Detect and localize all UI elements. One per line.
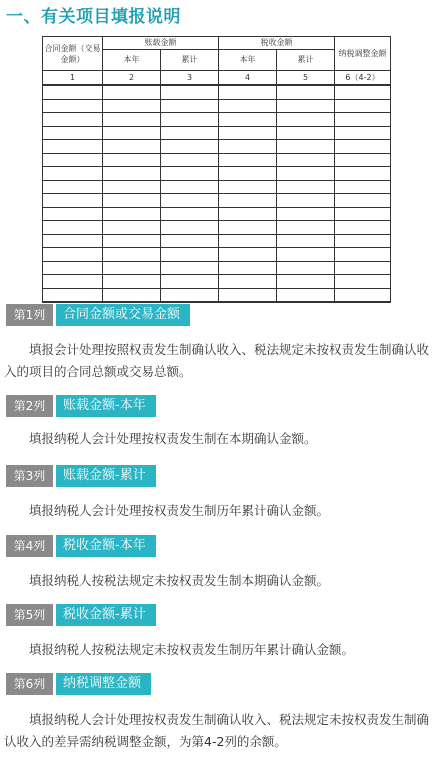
table-cell — [103, 180, 161, 194]
table-cell — [103, 248, 161, 262]
table-cell — [335, 288, 391, 302]
column-4-description: 填报纳税人按税法规定未按权责发生制本期确认金额。 — [29, 573, 330, 588]
table-cell — [335, 153, 391, 167]
table-cell — [103, 99, 161, 113]
table-cell — [161, 234, 219, 248]
table-cell — [161, 113, 219, 127]
column-4-header — [6, 535, 156, 557]
table-cell — [161, 85, 219, 99]
table-row — [43, 126, 391, 140]
table-cell — [277, 180, 335, 194]
table-cell — [161, 167, 219, 181]
table-cell — [277, 261, 335, 275]
table-cell — [335, 126, 391, 140]
table-cell — [43, 288, 103, 302]
table-cell — [161, 180, 219, 194]
table-cell — [161, 140, 219, 154]
table-cell — [335, 85, 391, 99]
column-6-header — [6, 673, 151, 695]
table-cell — [43, 261, 103, 275]
table-cell — [335, 140, 391, 154]
table-cell — [43, 234, 103, 248]
table-cell — [43, 126, 103, 140]
table-cell — [335, 234, 391, 248]
column-2-header — [6, 395, 156, 417]
column-5-description: 填报纳税人按税法规定未按权责发生制历年累计确认金额。 — [29, 642, 355, 657]
table-cell — [43, 99, 103, 113]
table-cell — [335, 261, 391, 275]
table-cell — [103, 167, 161, 181]
table-cell — [161, 288, 219, 302]
table-cell — [277, 113, 335, 127]
table-cell — [219, 113, 277, 127]
column-number: 1 — [43, 71, 103, 86]
header-tax-amount: 税收金额 — [219, 37, 335, 50]
table-cell — [219, 288, 277, 302]
header-adjust-amount: 纳税调整金额 — [335, 37, 391, 71]
table-cell — [219, 248, 277, 262]
column-tag: 第6列 — [6, 673, 53, 695]
table-cell — [335, 275, 391, 289]
column-tag: 第5列 — [6, 604, 53, 626]
table-cell — [161, 248, 219, 262]
header-tax-cumulative: 累计 — [277, 50, 335, 71]
table-cell — [219, 275, 277, 289]
column-3-description: 填报纳税人会计处理按权责发生制历年累计确认金额。 — [29, 503, 330, 518]
table-cell — [161, 126, 219, 140]
header-book-cumulative: 累计 — [161, 50, 219, 71]
table-cell — [277, 234, 335, 248]
table-cell — [103, 153, 161, 167]
table-cell — [277, 194, 335, 208]
column-title: 税收金额-累计 — [56, 604, 156, 626]
table-cell — [335, 167, 391, 181]
table-cell — [277, 275, 335, 289]
table-cell — [277, 126, 335, 140]
table-cell — [103, 275, 161, 289]
table-cell — [335, 113, 391, 127]
header-book-current: 本年 — [103, 50, 161, 71]
column-number: 5 — [277, 71, 335, 86]
column-title: 账载金额-累计 — [56, 465, 156, 487]
column-number: 4 — [219, 71, 277, 86]
column-title: 合同金额或交易金额 — [56, 304, 190, 326]
column-number: 6（4-2） — [335, 71, 391, 86]
table-row — [43, 288, 391, 302]
table-cell — [277, 167, 335, 181]
table-cell — [219, 261, 277, 275]
table-cell — [161, 207, 219, 221]
table-cell — [103, 288, 161, 302]
column-title: 税收金额-本年 — [56, 535, 156, 557]
table-cell — [219, 194, 277, 208]
table-cell — [103, 261, 161, 275]
table-cell — [103, 234, 161, 248]
table-cell — [103, 194, 161, 208]
table-cell — [335, 207, 391, 221]
table-cell — [219, 167, 277, 181]
table-row — [43, 261, 391, 275]
table-cell — [103, 221, 161, 235]
table-cell — [219, 221, 277, 235]
header-book-amount: 账载金额 — [103, 37, 219, 50]
table-cell — [161, 99, 219, 113]
table-row — [43, 167, 391, 181]
table-cell — [277, 153, 335, 167]
column-number: 2 — [103, 71, 161, 86]
table-cell — [335, 99, 391, 113]
table-cell — [335, 248, 391, 262]
column-title: 纳税调整金额 — [56, 673, 151, 695]
table-cell — [335, 194, 391, 208]
table-row — [43, 85, 391, 99]
table-cell — [43, 275, 103, 289]
header-tax-current: 本年 — [219, 50, 277, 71]
table-cell — [277, 85, 335, 99]
table-cell — [219, 85, 277, 99]
column-6-description: 填报纳税人会计处理按权责发生制确认收入、税法规定未按权责发生制确认收入的差异需纳税调整金额，为第4-2列的余额。 — [4, 712, 430, 749]
column-3-header — [6, 465, 156, 487]
column-1-description: 填报会计处理按照权责发生制确认收入、税法规定未按权责发生制确认收入的项目的合同总额或交易总额。 — [4, 342, 430, 379]
table-row — [43, 275, 391, 289]
table-cell — [43, 140, 103, 154]
column-tag: 第3列 — [6, 465, 53, 487]
table-cell — [335, 221, 391, 235]
table-cell — [43, 248, 103, 262]
table-row — [43, 221, 391, 235]
table-row — [43, 180, 391, 194]
page-heading: 一、有关项目填报说明 — [6, 7, 181, 27]
table-cell — [219, 99, 277, 113]
table-cell — [43, 207, 103, 221]
table-cell — [277, 207, 335, 221]
table-row — [43, 140, 391, 154]
table-cell — [43, 221, 103, 235]
table-cell — [219, 234, 277, 248]
table-cell — [277, 140, 335, 154]
table-cell — [43, 180, 103, 194]
table-cell — [103, 207, 161, 221]
column-title: 账载金额-本年 — [56, 395, 156, 417]
table-row — [43, 153, 391, 167]
table-row — [43, 113, 391, 127]
column-2-description: 填报纳税人会计处理按权责发生制在本期确认金额。 — [29, 431, 317, 446]
table-cell — [161, 221, 219, 235]
table-cell — [103, 85, 161, 99]
table-row — [43, 194, 391, 208]
table-cell — [43, 194, 103, 208]
table-row — [43, 248, 391, 262]
table-cell — [335, 180, 391, 194]
table-cell — [103, 126, 161, 140]
table-cell — [43, 85, 103, 99]
table-cell — [219, 207, 277, 221]
table-cell — [277, 288, 335, 302]
table-cell — [43, 167, 103, 181]
table-cell — [161, 275, 219, 289]
column-tag: 第2列 — [6, 395, 53, 417]
table-cell — [219, 126, 277, 140]
table-cell — [161, 194, 219, 208]
column-number: 3 — [161, 71, 219, 86]
table-cell — [219, 140, 277, 154]
table-cell — [103, 113, 161, 127]
table-cell — [277, 248, 335, 262]
table-cell — [219, 180, 277, 194]
table-cell — [161, 261, 219, 275]
column-tag: 第4列 — [6, 535, 53, 557]
table-cell — [43, 153, 103, 167]
table-row — [43, 99, 391, 113]
table-cell — [103, 140, 161, 154]
table-cell — [43, 113, 103, 127]
table-row — [43, 207, 391, 221]
table-cell — [161, 153, 219, 167]
column-tag: 第1列 — [6, 304, 53, 326]
header-contract-amount: 合同金额（交易金额） — [43, 37, 103, 71]
column-5-header — [6, 604, 156, 626]
table-cell — [277, 99, 335, 113]
report-table — [42, 36, 391, 303]
table-cell — [277, 221, 335, 235]
column-1-header — [6, 304, 190, 326]
table-row — [43, 234, 391, 248]
table-cell — [219, 153, 277, 167]
